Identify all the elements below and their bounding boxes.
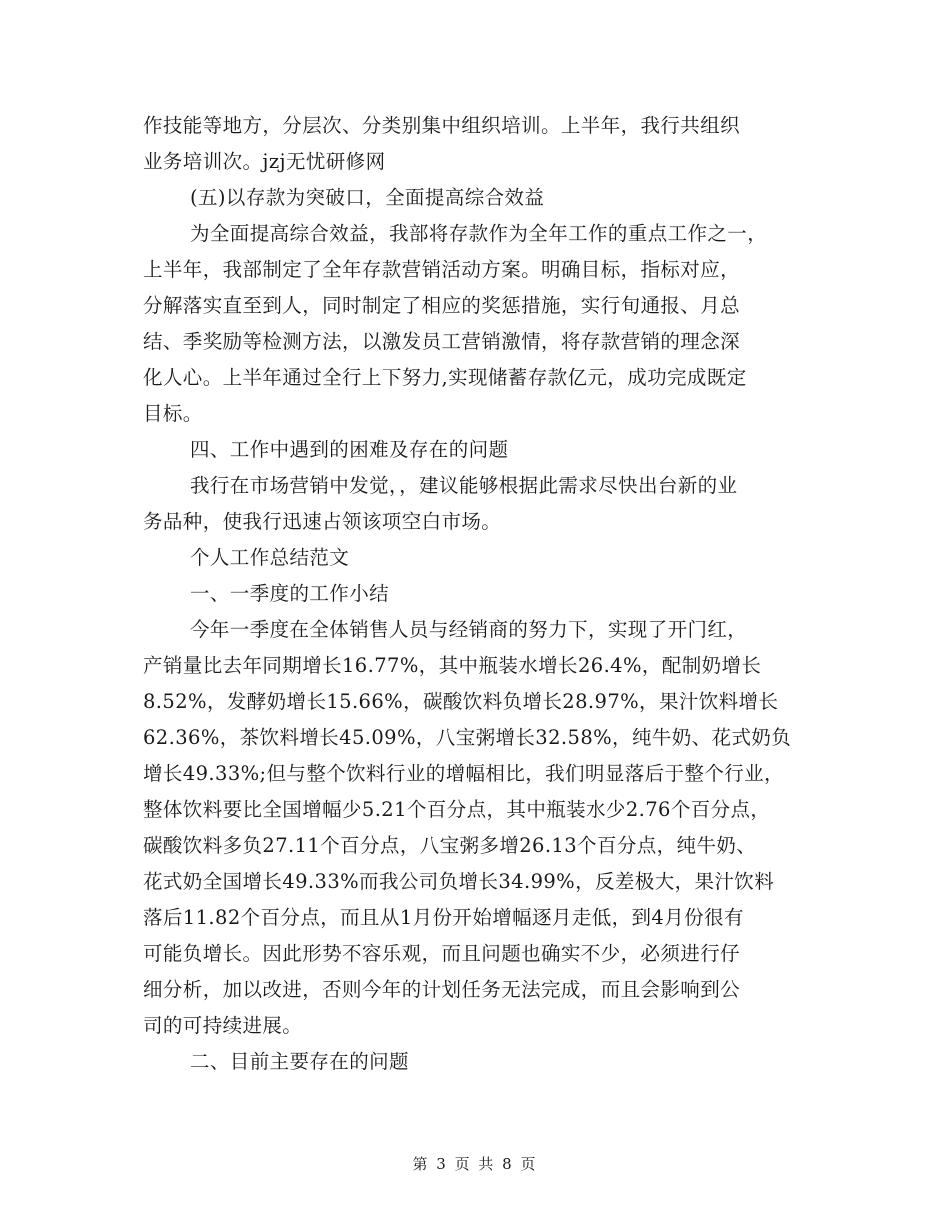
section-heading-q1-summary: 一、一季度的工作小结 xyxy=(190,582,390,605)
text-line-24: 可能负增长。因此形势不容乐观，而且问题也确实不少，必须进行仔 xyxy=(143,942,741,965)
text-line-5: 上半年，我部制定了全年存款营销活动方案。明确目标，指标对应， xyxy=(143,258,741,281)
text-line-20: 整体饮料要比全国增幅少5.21个百分点，其中瓶装水少2.76个百分点， xyxy=(143,798,771,821)
text-line-1: 作技能等地方，分层次、分类别集中组织培训。上半年，我行共组织 xyxy=(143,114,741,137)
text-line-16: 产销量比去年同期增长16.77%，其中瓶装水增长26.4%，配制奶增长 xyxy=(143,654,762,677)
text-line-7: 结、季奖励等检测方法，以激发员工营销激情，将存款营销的理念深 xyxy=(143,330,741,353)
text-line-23: 落后11.82个百分点，而且从1月份开始增幅逐月走低，到4月份很有 xyxy=(143,906,744,929)
text-line-26: 司的可持续进展。 xyxy=(143,1014,303,1037)
section-heading-problems: 四、工作中遇到的困难及存在的问题 xyxy=(190,438,509,461)
text-line-12: 务品种，使我行迅速占领该项空白市场。 xyxy=(143,510,502,533)
text-line-25: 细分析，加以改进，否则今年的计划任务无法完成，而且会影响到公 xyxy=(143,978,741,1001)
text-line-6: 分解落实直至到人，同时制定了相应的奖惩措施，实行旬通报、月总 xyxy=(143,294,741,317)
text-line-2: 业务培训次。jzj无忧研修网 xyxy=(143,150,386,173)
text-line-22: 花式奶全国增长49.33%而我公司负增长34.99%，反差极大，果汁饮料 xyxy=(143,870,775,893)
text-line-4: 为全面提高综合效益，我部将存款作为全年工作的重点工作之一， xyxy=(190,222,768,245)
page-number-footer: 第 3 页 共 8 页 xyxy=(412,1155,538,1173)
text-line-15: 今年一季度在全体销售人员与经销商的努力下，实现了开门红， xyxy=(190,618,748,641)
section-heading-5: (五)以存款为突破口，全面提高综合效益 xyxy=(190,186,545,209)
article-title: 个人工作总结范文 xyxy=(190,546,350,569)
section-heading-current-problems: 二、目前主要存在的问题 xyxy=(190,1050,409,1073)
text-line-21: 碳酸饮料多负27.11个百分点，八宝粥多增26.13个百分点，纯牛奶、 xyxy=(143,834,757,857)
text-line-8: 化人心。上半年通过全行上下努力,实现储蓄存款亿元，成功完成既定 xyxy=(143,366,747,389)
text-line-11: 我行在市场营销中发觉，，建议能够根据此需求尽快出台新的业 xyxy=(190,474,738,497)
text-line-9: 目标。 xyxy=(143,402,203,425)
text-line-18: 62.36%，茶饮料增长45.09%，八宝粥增长32.58%，纯牛奶、花式奶负 xyxy=(143,726,792,749)
document-body xyxy=(143,108,833,1080)
text-line-17: 8.52%，发酵奶增长15.66%，碳酸饮料负增长28.97%，果汁饮料增长 xyxy=(143,690,779,713)
text-line-19: 增长49.33%;但与整个饮料行业的增幅相比，我们明显落后于整个行业， xyxy=(143,762,784,785)
